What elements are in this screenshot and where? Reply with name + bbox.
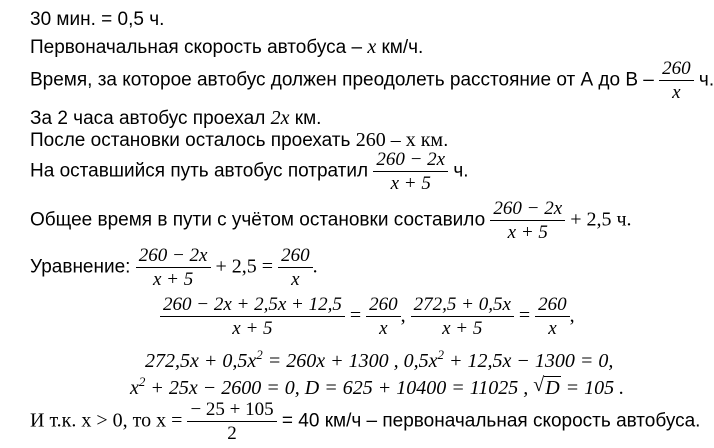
exponent: 2 — [437, 347, 444, 362]
sep: , — [400, 304, 411, 327]
denominator: x + 5 — [152, 269, 194, 290]
eq: = — [344, 304, 367, 327]
fraction — [373, 149, 448, 194]
expr: = 260x + 1300 , 0,5x — [262, 350, 438, 372]
expr: 272,5x + 0,5x — [145, 350, 257, 372]
fraction — [490, 198, 565, 243]
text: И т.к. x > 0, то x = — [30, 409, 188, 432]
text: Время, за которое автобус должен преодолеть расстояние от А до В – — [30, 69, 660, 91]
denominator: x + 5 — [442, 318, 483, 339]
label: Уравнение: — [30, 256, 136, 278]
fraction — [411, 294, 514, 339]
sqrt-symbol — [533, 374, 560, 399]
expr: + 25x − 2600 = 0, D = 625 + 10400 = 11025 , — [145, 377, 534, 399]
numerator: 260 − 2x — [136, 245, 211, 268]
line-minutes — [30, 9, 164, 31]
expr: 260 – x км — [355, 129, 444, 151]
line-initial-speed — [30, 36, 423, 59]
line-remaining-time — [30, 149, 469, 194]
numerator: 260 − 2x + 2,5x + 12,5 — [160, 294, 345, 317]
fraction-260-x — [659, 58, 694, 103]
radicand: D — [545, 377, 560, 399]
fraction — [366, 294, 401, 339]
denominator: x — [379, 318, 388, 339]
numerator: 260 — [366, 294, 401, 317]
line-discriminant — [130, 371, 624, 399]
denominator: x — [672, 82, 681, 103]
numerator: 260 — [278, 245, 313, 268]
line-answer — [30, 399, 700, 444]
exponent: 2 — [256, 347, 263, 362]
unit: ч. — [448, 160, 469, 182]
denominator: x + 5 — [232, 318, 273, 339]
line-transform-1 — [160, 294, 575, 339]
expr: + 12,5x − 1300 = 0, — [444, 350, 614, 372]
text: После остановки осталось проехать — [30, 130, 356, 151]
text: За 2 часа автобус проехал — [30, 108, 271, 129]
denominator: 2 — [227, 423, 237, 444]
radical-icon: √ — [533, 374, 545, 396]
denominator: x — [548, 318, 557, 339]
numerator: 260 — [535, 294, 570, 317]
line-planned-time — [30, 58, 714, 103]
fraction — [136, 245, 211, 290]
numerator: 272,5 + 0,5x — [411, 294, 514, 317]
exponent: 2 — [138, 374, 146, 389]
numerator: − 25 + 105 — [187, 399, 276, 422]
line-total-time — [30, 198, 632, 243]
fraction — [278, 245, 313, 290]
var-x: x — [367, 36, 377, 58]
unit: ч. — [693, 69, 714, 91]
line-equation — [30, 245, 318, 290]
unit: км. — [289, 108, 322, 129]
numerator: 260 − 2x — [373, 149, 448, 172]
text: = 40 км/ч – первоначальная скорость автобуса. — [276, 410, 701, 432]
expr: = 105 . — [560, 377, 625, 399]
text: 30 мин. = 0,5 ч. — [30, 9, 165, 30]
text: На оставшийся путь автобус потратил — [30, 160, 374, 182]
line-two-hours — [30, 107, 321, 130]
numerator: 260 — [659, 58, 694, 81]
numerator: 260 − 2x — [490, 198, 565, 221]
unit: км/ч. — [376, 37, 424, 58]
line-transform-2 — [145, 344, 613, 372]
end: . — [312, 255, 318, 278]
tail: + 2,5 ч. — [565, 208, 632, 231]
denominator: x — [291, 269, 300, 290]
text: Первоначальная скорость автобуса – — [30, 37, 368, 58]
fraction — [187, 399, 276, 444]
fraction — [160, 294, 345, 339]
denominator: x + 5 — [507, 222, 548, 243]
dot: . — [443, 130, 449, 151]
expr: 2x — [270, 107, 290, 129]
denominator: x + 5 — [390, 173, 431, 194]
text: Общее время в пути с учётом остановки составило — [30, 209, 491, 231]
mid: + 2,5 = — [210, 255, 279, 278]
fraction — [535, 294, 570, 339]
end: , — [569, 304, 575, 327]
expr: x — [130, 377, 139, 399]
eq: = — [513, 304, 536, 327]
